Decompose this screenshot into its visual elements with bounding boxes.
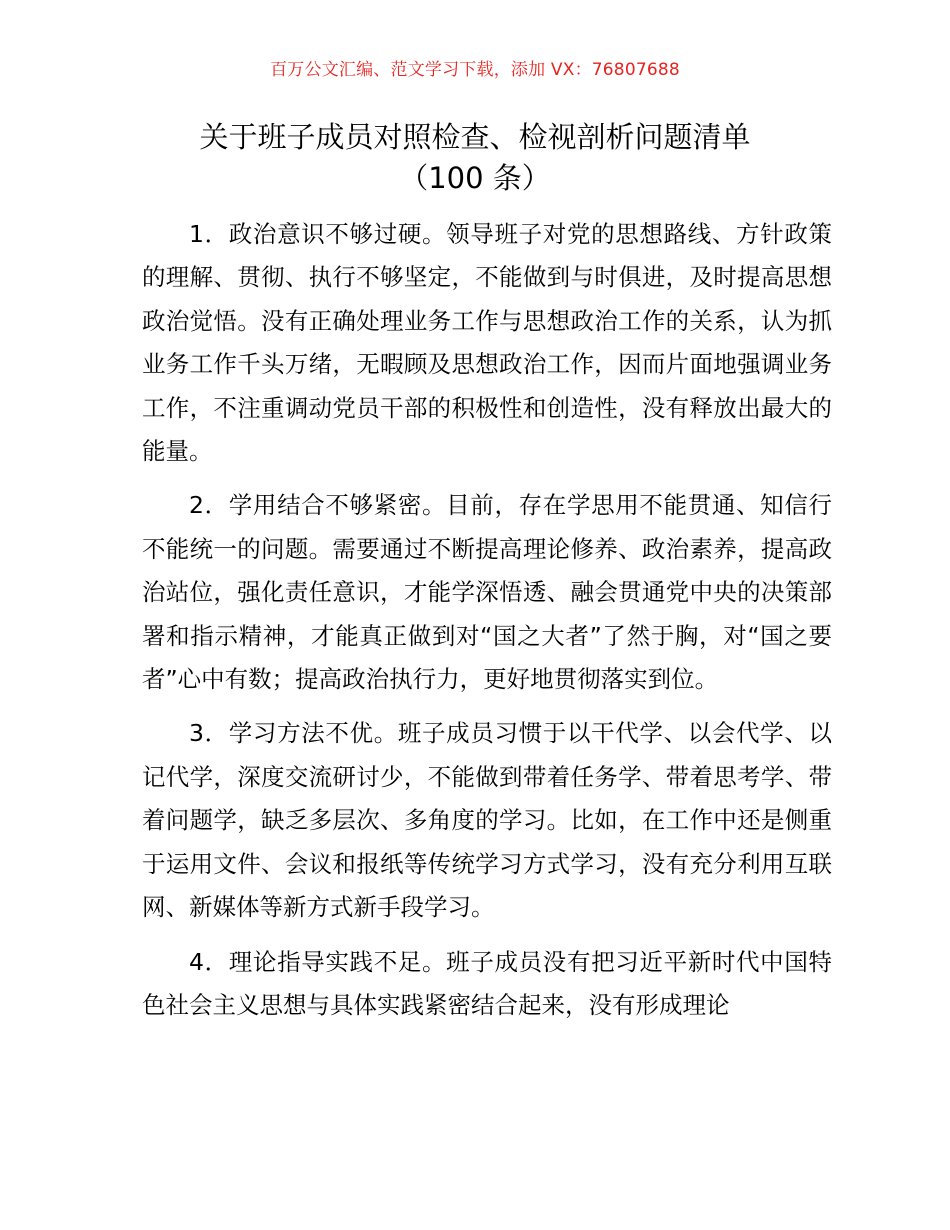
paragraph-4: 4．理论指导实践不足。班子成员没有把习近平新时代中国特色社会主义思想与具体实践紧密结合起来，没有形成理论 [142, 947, 832, 1019]
document-body [142, 213, 832, 1038]
paragraph-2: 2．学用结合不够紧密。目前，存在学思用不能贯通、知信行不能统一的问题。需要通过不断提高理论修养、政治素养，提高政治站位，强化责任意识，才能学深悟透、融会贯通党中央的决策部署和指示精神，才能真正做到对“国之大者”了然于胸，对“国之要者”心中有数；提高政治执行力，更好地贯彻落实到位。 [142, 491, 832, 694]
paragraph-1: 1．政治意识不够过硬。领导班子对党的思想路线、方针政策的理解、贯彻、执行不够坚定，不能做到与时俱进，及时提高思想政治觉悟。没有正确处理业务工作与思想政治工作的关系，认为抓业务工作千头万绪，无暇顾及思想政治工作，因而片面地强调业务工作，不注重调动党员干部的积极性和创造性，没有释放出最大的能量。 [142, 220, 832, 466]
header-watermark: 百万公文汇编、范文学习下载，添加 VX：76807688 [270, 60, 680, 80]
document-subtitle: （100 条） [399, 161, 551, 195]
paragraph-3: 3．学习方法不优。班子成员习惯于以干代学、以会代学、以记代学，深度交流研讨少，不能做到带着任务学、带着思考学、带着问题学，缺乏多层次、多角度的学习。比如，在工作中还是侧重于运用文件、会议和报纸等传统学习方式学习，没有充分利用互联网、新媒体等新方式新手段学习。 [142, 719, 832, 922]
document-title: 关于班子成员对照检查、检视剖析问题清单 [199, 120, 751, 154]
